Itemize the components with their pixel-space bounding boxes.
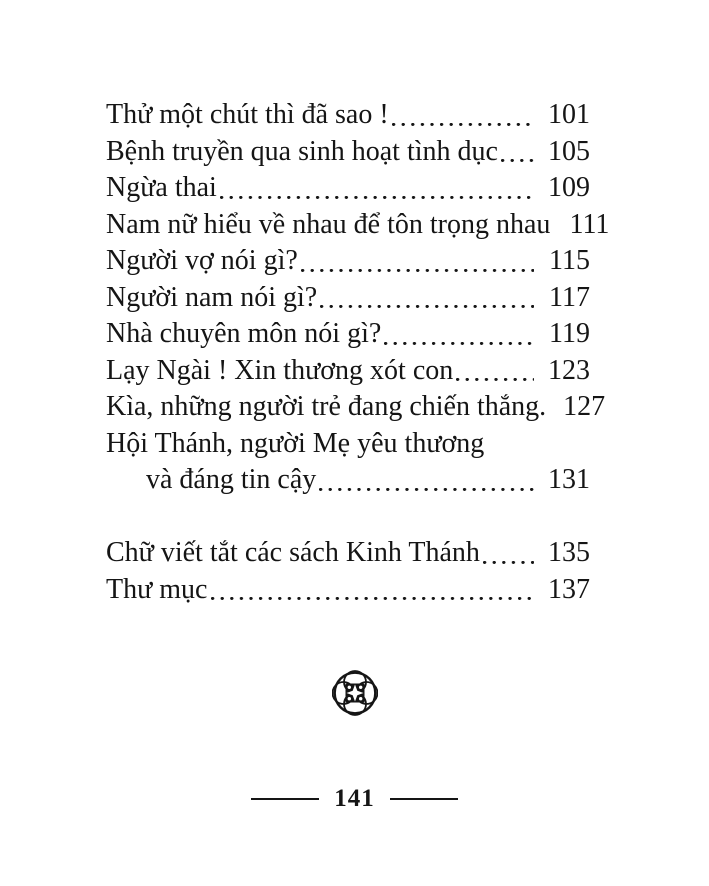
toc-entry-page: 127: [563, 391, 606, 422]
footer-right-rule: [390, 798, 458, 800]
page-footer: [0, 786, 709, 811]
toc-entry: [106, 535, 590, 572]
toc-entry-page: 137: [548, 573, 590, 605]
toc-entry-page: 101: [548, 99, 590, 130]
toc-entry: [106, 134, 590, 171]
toc-entry-title: Thử một chút thì đã sao !: [106, 99, 389, 130]
toc-entry-title: Ngừa thai: [106, 172, 217, 203]
toc-entry-page: 123: [548, 354, 590, 386]
toc-entry-page: 117: [549, 281, 590, 313]
toc-entry: [106, 426, 590, 463]
toc-entry-page: 135: [548, 537, 590, 568]
dot-leader: [220, 170, 534, 207]
dot-leader: [384, 316, 534, 353]
toc-entry: [106, 462, 590, 499]
toc-entry-title: và đáng tin cậy: [146, 464, 317, 495]
dot-leader: [211, 572, 535, 609]
toc-entry: [106, 572, 590, 609]
toc-entry-page: 115: [549, 245, 590, 276]
toc-entry-title: Kìa, những người trẻ đang chiến thắng.: [106, 391, 547, 422]
toc-entry: [106, 353, 590, 390]
toc-entry-title: Lạy Ngài ! Xin thương xót con: [106, 354, 454, 386]
toc-entry-title: Chữ viết tắt các sách Kinh Thánh: [106, 537, 480, 568]
toc-spacer: [106, 499, 590, 536]
toc-entry-title: Người vợ nói gì?: [106, 245, 298, 276]
dot-leader: [483, 535, 534, 572]
footer-left-rule: [251, 798, 319, 800]
toc-entry: [106, 170, 590, 207]
toc-entry-page: 105: [548, 135, 590, 167]
toc-entry: [106, 243, 590, 280]
toc-entry-page: 109: [548, 172, 590, 203]
dot-leader: [301, 243, 534, 280]
dot-leader: [456, 353, 534, 390]
dot-leader: [320, 280, 534, 317]
ornament-container: [0, 670, 709, 724]
toc-entry-title: Thư mục: [106, 573, 208, 605]
quatrefoil-florette-ornament-icon: [332, 670, 378, 716]
toc-entry: [106, 207, 610, 244]
toc-entry-title: Nhà chuyên môn nói gì?: [106, 318, 382, 349]
toc-entry: [106, 389, 606, 426]
toc-entry-title: Nam nữ hiểu về nhau để tôn trọng nhau: [106, 208, 551, 240]
toc-entry-title: Hội Thánh, người Mẹ yêu thương: [106, 427, 485, 459]
dot-leader: [392, 97, 534, 134]
toc-entry: [106, 280, 590, 317]
toc-entry-title: Người nam nói gì?: [106, 281, 318, 313]
dot-leader: [501, 134, 534, 171]
toc-entry-title: Bệnh truyền qua sinh hoạt tình dục: [106, 135, 498, 167]
toc-entry: [106, 97, 590, 134]
folio-page-number: 141: [334, 785, 375, 812]
toc-entry: [106, 316, 590, 353]
toc-entry-page: 111: [569, 208, 610, 240]
toc-entry-page: 131: [548, 464, 590, 495]
toc-entry-page: 119: [549, 318, 590, 349]
dot-leader: [319, 462, 534, 499]
